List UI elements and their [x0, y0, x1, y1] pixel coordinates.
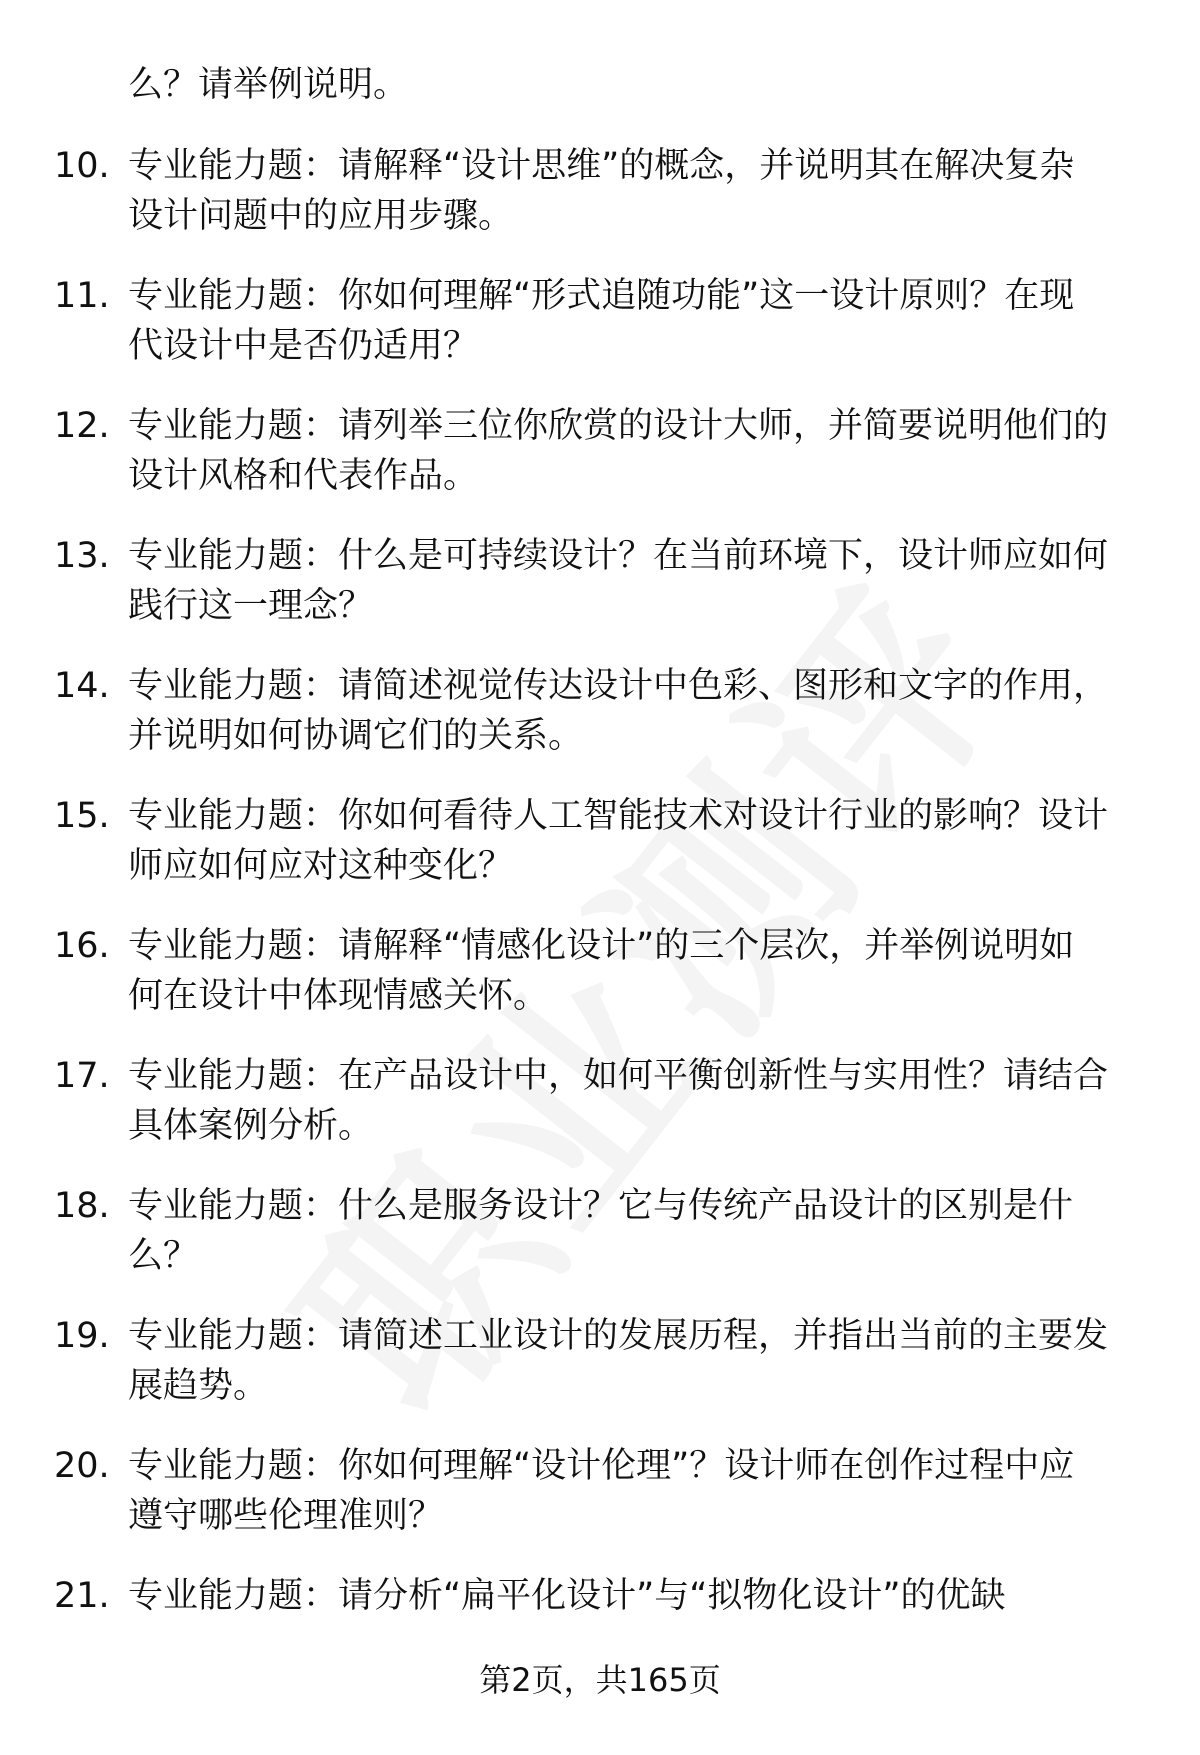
- question-text-line: 并说明如何协调它们的关系。: [128, 716, 584, 756]
- question-text-line: 专业能力题：你如何看待人工智能技术对设计行业的影响？设计: [128, 796, 1109, 836]
- question-item: [0, 1051, 1200, 1181]
- question-text: [128, 1311, 1138, 1411]
- question-text: [128, 401, 1138, 501]
- question-text: [128, 1571, 1138, 1621]
- question-item: [0, 531, 1200, 661]
- question-number: 17.: [54, 1056, 110, 1096]
- question-text-line: 具体案例分析。: [128, 1106, 374, 1146]
- question-number: 12.: [54, 406, 110, 446]
- question-text-line: 师应如何应对这种变化？: [128, 846, 514, 886]
- question-text-line: 专业能力题：请列举三位你欣赏的设计大师，并简要说明他们的: [128, 406, 1109, 446]
- question-text-line: 专业能力题：请解释“情感化设计”的三个层次，并举例说明如: [128, 926, 1075, 966]
- question-text-line: 代设计中是否仍适用？: [128, 326, 479, 366]
- question-number: 15.: [54, 796, 110, 836]
- question-text: [128, 791, 1138, 891]
- question-item: [0, 1441, 1200, 1571]
- question-text-line: 专业能力题：什么是可持续设计？在当前环境下，设计师应如何: [128, 536, 1109, 576]
- question-text: [128, 1181, 1138, 1281]
- question-list: [0, 141, 1200, 1701]
- question-item: [0, 921, 1200, 1051]
- question-number: 21.: [54, 1576, 110, 1616]
- question-text-line: 专业能力题：请简述视觉传达设计中色彩、图形和文字的作用，: [128, 666, 1109, 706]
- continued-question-text: 么？请举例说明。: [128, 65, 409, 105]
- question-number: 16.: [54, 926, 110, 966]
- question-text-line: 设计问题中的应用步骤。: [128, 196, 514, 236]
- question-text-line: 设计风格和代表作品。: [128, 456, 479, 496]
- question-text-line: 何在设计中体现情感关怀。: [128, 976, 549, 1016]
- question-text: [128, 1441, 1138, 1541]
- question-text: [128, 531, 1138, 631]
- question-item: [0, 271, 1200, 401]
- question-number: 20.: [54, 1446, 110, 1486]
- question-number: 19.: [54, 1316, 110, 1356]
- question-item: [0, 401, 1200, 531]
- question-item: [0, 141, 1200, 271]
- question-number: 13.: [54, 536, 110, 576]
- question-text-line: 专业能力题：你如何理解“设计伦理”？设计师在创作过程中应: [128, 1446, 1075, 1486]
- question-text-line: 专业能力题：请解释“设计思维”的概念，并说明其在解决复杂: [128, 146, 1075, 186]
- question-item: [0, 791, 1200, 921]
- question-text: [128, 141, 1138, 241]
- question-text: [128, 271, 1138, 371]
- question-text-line: 专业能力题：请分析“扁平化设计”与“拟物化设计”的优缺: [128, 1576, 1006, 1616]
- question-text-line: 专业能力题：你如何理解“形式追随功能”这一设计原则？在现: [128, 276, 1075, 316]
- question-item: [0, 1311, 1200, 1441]
- question-item: [0, 1181, 1200, 1311]
- question-text-line: 专业能力题：什么是服务设计？它与传统产品设计的区别是什: [128, 1186, 1074, 1226]
- question-text-line: 践行这一理念？: [128, 586, 374, 626]
- question-text-line: 遵守哪些伦理准则？: [128, 1496, 444, 1536]
- question-text: [128, 1051, 1138, 1151]
- question-number: 10.: [54, 146, 110, 186]
- question-text-line: 么？: [128, 1236, 199, 1276]
- question-text-line: 专业能力题：请简述工业设计的发展历程，并指出当前的主要发: [128, 1316, 1109, 1356]
- question-text: [128, 921, 1138, 1021]
- question-number: 14.: [54, 666, 110, 706]
- question-number: 11.: [54, 276, 110, 316]
- page-footer: 第2页，共165页: [479, 1661, 721, 1699]
- question-text-line: 展趋势。: [128, 1366, 269, 1406]
- question-item: [0, 661, 1200, 791]
- question-text: [128, 661, 1138, 761]
- question-text-line: 专业能力题：在产品设计中，如何平衡创新性与实用性？请结合: [128, 1056, 1109, 1096]
- question-number: 18.: [54, 1186, 110, 1226]
